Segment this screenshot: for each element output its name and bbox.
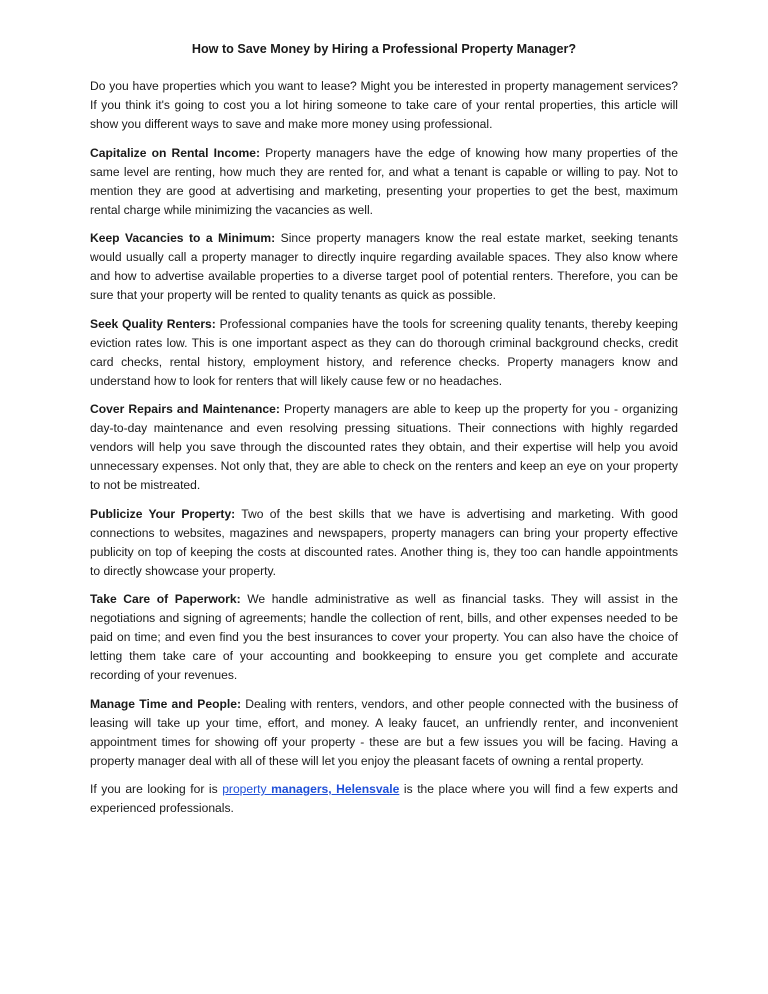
section-text: Since property managers know the real estate market, seeking tenants would usually call a property manager to directly inquire regarding available spaces. They also know where and how to advertise available properties to a diverse target pool of potential renters. Therefore, you can be sure that your property will be rented to quality tenants as quick as possible. xyxy=(90,231,679,302)
section-text: Professional companies have the tools for screening quality tenants, thereby keeping eviction rates low. This is one important aspect as they can do thorough criminal background checks, credit card checks, rental history, employment history, and reference checks. Property managers know and understand how to look for renters that will likely cause few or no headaches. xyxy=(90,316,678,388)
closing-paragraph xyxy=(90,780,678,818)
section-text: Property managers have the edge of knowing how many properties of the same level are renting, how much they are rented for, and what a tenant is capable or willing to pay. Not to mention they are good at advertising and marketing, presenting your properties to get the best, maximum rental charge while minimizing the vacancies as well. xyxy=(90,145,678,217)
section-publicize xyxy=(90,505,678,581)
document-page xyxy=(90,40,678,828)
section-time-people xyxy=(90,695,678,771)
section-heading: Take Care of Paperwork: xyxy=(90,592,241,606)
section-renters xyxy=(90,315,678,391)
section-heading: Cover Repairs and Maintenance: xyxy=(90,402,280,416)
section-text: Property managers are able to keep up the property for you - organizing day-to-day maintenance and even resolving pressing situations. Their connections with highly regarded vendors will help you save through the discounted rates they obtain, and their expertise will help you avoid unnecessary expenses. Not only that, they are able to check on the renters and keep an eye on your property to not be mistreated. xyxy=(90,402,678,492)
section-text: We handle administrative as well as financial tasks. They will assist in the negotiations and signing of agreements; handle the collection of rent, bills, and other expenses needed to be paid on time; and even find you the best insurances to cover your property. You can also have the choice of letting them take care of your accounting and bookkeeping to ensure you get complete and accurate recording of your revenues. xyxy=(90,592,679,682)
section-heading: Keep Vacancies to a Minimum: xyxy=(90,231,276,245)
link-bold-text: managers, Helensvale xyxy=(271,782,400,796)
section-heading: Seek Quality Renters: xyxy=(90,316,216,331)
section-heading: Manage Time and People: xyxy=(90,696,241,711)
section-text: Dealing with renters, vendors, and other people connected with the business of leasing will take up your time, effort, and money. A leaky faucet, an unfriendly renter, and inconvenient appointment times for showing off your property - these are but a few issues you will be facing. Having a property manager deal with all of these will let you enjoy the pleasant facets of owning a rental property. xyxy=(90,696,679,768)
section-heading: Publicize Your Property: xyxy=(90,506,236,521)
section-capitalize xyxy=(90,144,678,220)
document-title: How to Save Money by Hiring a Professional Property Manager? xyxy=(191,42,577,56)
link-plain-text: property xyxy=(222,782,272,796)
section-text: Two of the best skills that we have is advertising and marketing. With good connections to websites, magazines and newspapers, property managers can bring your property effective publicity on top of keeping the costs at discounted rates. Another thing is, they too can handle appointments to directly showcase your property. xyxy=(90,506,678,578)
property-managers-link[interactable] xyxy=(222,782,399,796)
section-repairs xyxy=(90,400,678,495)
section-vacancies xyxy=(90,229,678,305)
closing-after: is the place where you will find a few experts and experienced professionals. xyxy=(90,782,678,815)
closing-before: If you are looking for is xyxy=(90,782,223,796)
section-paperwork xyxy=(90,590,678,685)
section-heading: Capitalize on Rental Income: xyxy=(90,145,260,160)
intro-paragraph: Do you have properties which you want to lease? Might you be interested in property management services? If you think it's going to cost you a lot hiring someone to take care of your rental properties, this article will show you different ways to save and make more money using professional. xyxy=(90,79,678,131)
